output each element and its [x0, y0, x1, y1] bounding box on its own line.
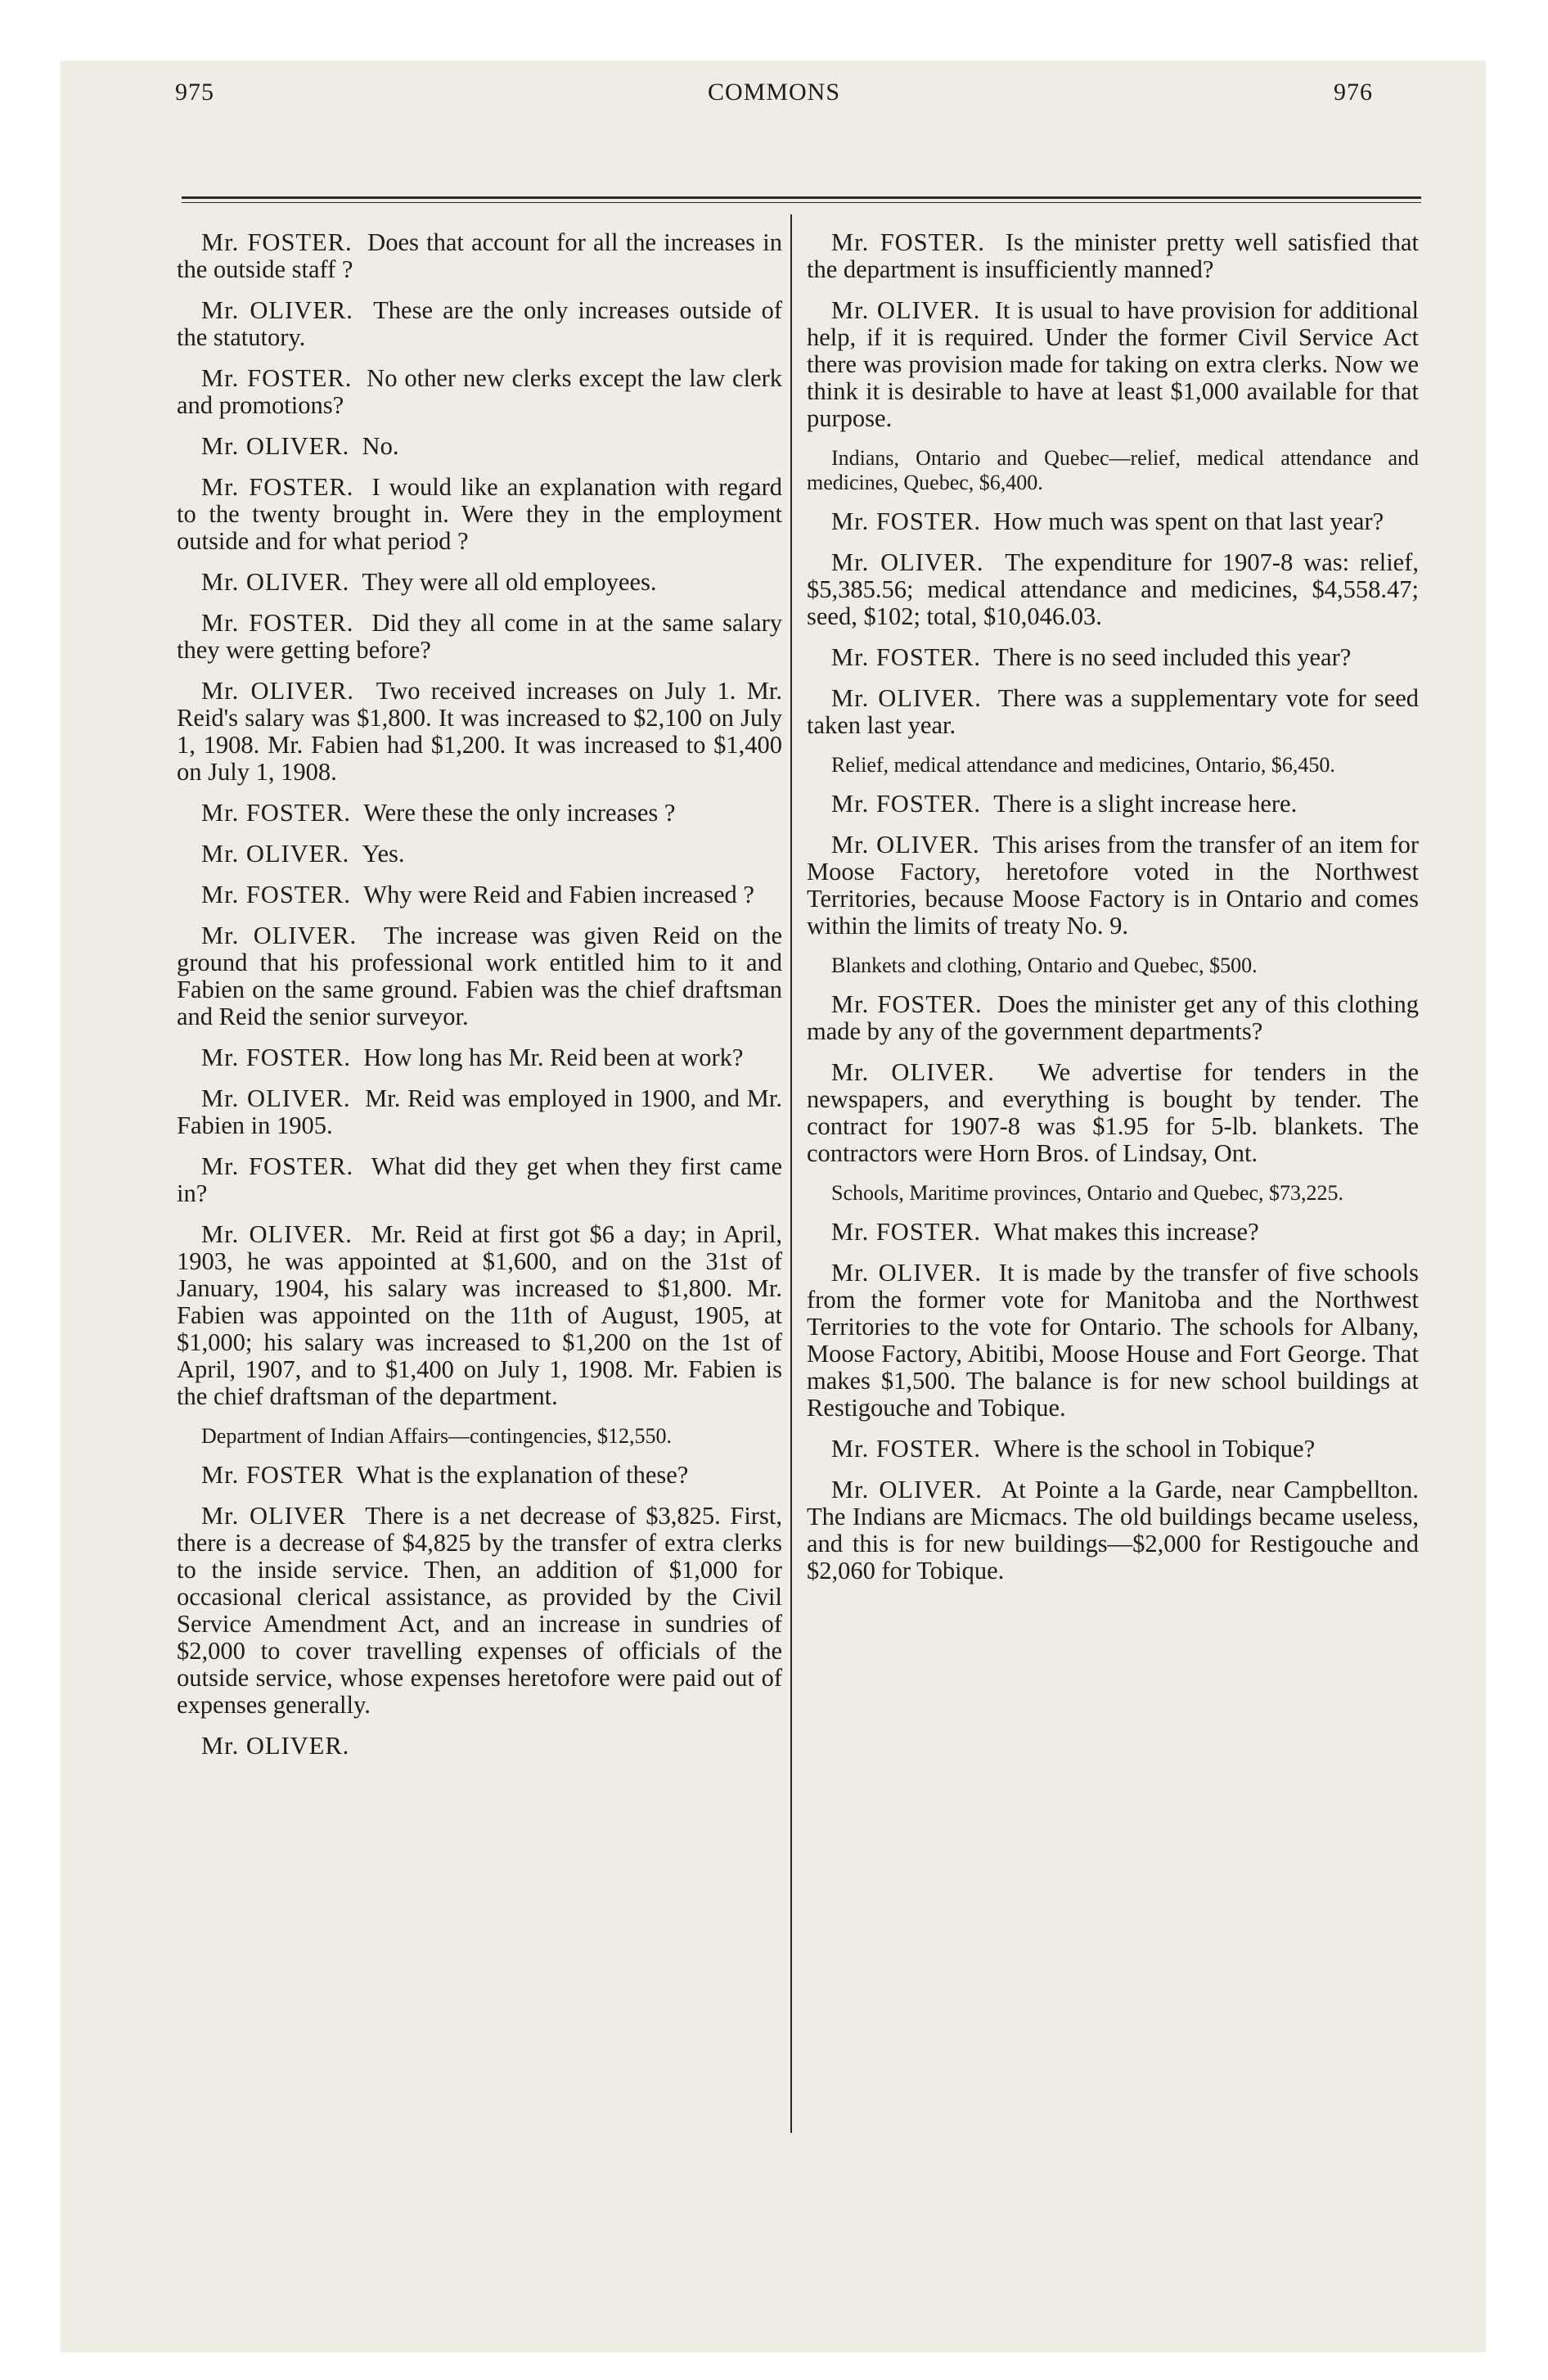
left-column: [177, 229, 782, 1774]
speech-paragraph: [177, 1085, 782, 1139]
speaker-name: Mr. OLIVER.: [201, 432, 350, 460]
speech-paragraph: [177, 800, 782, 827]
speech-paragraph: [807, 791, 1419, 818]
speech-paragraph: [177, 1733, 782, 1760]
speech-text: Were these the only increases ?: [363, 799, 676, 827]
speech-paragraph: [177, 1044, 782, 1071]
speech-paragraph: [177, 1503, 782, 1719]
speech-text: At Pointe a la Garde, near Campbellton. The Indians are Micmacs. The old buildings became useless, and this is for new buildings—$2,000 for Restigouche and $2,060 for Tobique.: [807, 1476, 1419, 1584]
speech-paragraph: [807, 1436, 1419, 1463]
speech-text: There was a supplementary vote for seed taken last year.: [807, 684, 1419, 739]
speech-paragraph: [177, 365, 782, 419]
speech-text: The increase was given Reid on the ground that his professional work entitled him to it and Fabien on the same ground. Fabien was the chief draftsman and Reid the senior surveyor.: [177, 922, 782, 1030]
speech-text: How much was spent on that last year?: [993, 507, 1384, 535]
speech-paragraph: [807, 644, 1419, 671]
speech-text: There is a net decrease of $3,825. First, there is a decrease of $4,825 by the transfer of extra clerks to the inside service. Then, an addition of $1,000 for occasional clerical assistance, as provided by the Civil Service Amendment Act, and an increase in sundries of $2,000 to cover travelling expenses of officials of the outside service, whose expenses heretofore were paid out of expenses generally.: [177, 1502, 782, 1719]
speaker-name: Mr. OLIVER.: [201, 677, 354, 705]
speech-text: Is the minister pretty well satisfied that the department is insufficiently manned?: [807, 228, 1420, 283]
speech-text: We advertise for tenders in the newspapers, and everything is bought by tender. The contract for 1907-8 was $1.95 for 5-lb. blankets. The contractors were Horn Bros. of Lindsay, Ont.: [807, 1058, 1419, 1167]
vote-item: Indians, Ontario and Quebec—relief, medical attendance and medicines, Quebec, $6,400.: [807, 446, 1419, 494]
speech-text: No other new clerks except the law clerk and promotions?: [177, 364, 783, 419]
speech-text: I would like an explanation with regard to the twenty brought in. Were they in the employment outside and for what period ?: [177, 473, 783, 555]
speech-paragraph: [807, 297, 1419, 432]
header-rule: [182, 196, 1421, 199]
speech-text: How long has Mr. Reid been at work?: [363, 1044, 744, 1071]
speaker-name: Mr. OLIVER: [201, 1502, 346, 1530]
speaker-name: Mr. FOSTER.: [831, 790, 982, 818]
speech-text: They were all old employees.: [362, 568, 657, 596]
speaker-name: Mr. FOSTER.: [831, 507, 982, 535]
speaker-name: Mr. FOSTER.: [201, 1044, 352, 1071]
speaker-name: Mr. FOSTER.: [831, 990, 983, 1018]
speech-paragraph: [177, 297, 782, 351]
speech-paragraph: [177, 1221, 782, 1410]
speaker-name: Mr. OLIVER.: [201, 1732, 350, 1760]
speech-text: Where is the school in Tobique?: [993, 1435, 1316, 1463]
speech-text: What did they get when they first came in?: [177, 1152, 783, 1207]
speaker-name: Mr. OLIVER.: [831, 831, 980, 859]
speech-text: Why were Reid and Fabien increased ?: [363, 881, 754, 908]
speech-text: What is the explanation of these?: [356, 1461, 689, 1489]
speaker-name: Mr. FOSTER.: [831, 1218, 982, 1246]
speaker-name: Mr. FOSTER.: [201, 228, 353, 256]
speech-text: The expenditure for 1907-8 was: relief, $5,385.56; medical attendance and medicines, $4,558.47; seed, $102; total, $10,046.03.: [807, 548, 1419, 630]
speech-text: There is no seed included this year?: [993, 643, 1352, 671]
speaker-name: Mr. FOSTER.: [201, 364, 353, 392]
speech-text: There is a slight increase here.: [993, 790, 1298, 818]
page-number-right: 976: [1334, 79, 1373, 106]
vote-item: Department of Indian Affairs—contingencies, $12,550.: [201, 1424, 672, 1448]
speech-paragraph: [807, 1476, 1419, 1584]
speech-text: Does that account for all the increases in the outside staff ?: [177, 228, 783, 283]
speech-paragraph: [177, 433, 782, 460]
speaker-name: Mr. OLIVER.: [831, 684, 982, 712]
speech-paragraph: [807, 1059, 1419, 1167]
speech-paragraph: [807, 1219, 1419, 1246]
speech-text: Does the minister get any of this clothing made by any of the government departments?: [807, 990, 1420, 1045]
speaker-name: Mr. FOSTER.: [201, 799, 352, 827]
speaker-name: Mr. OLIVER.: [201, 1220, 353, 1248]
vote-item: Blankets and clothing, Ontario and Quebec, $500.: [831, 953, 1258, 977]
speech-text: No.: [362, 432, 399, 460]
speech-paragraph: [177, 922, 782, 1030]
speech-text: Mr. Reid at first got $6 a day; in April, 1903, he was appointed at $1,600, and on the 31st of January, 1904, his salary was increased to $1,800. Mr. Fabien was appointed on the 11th of August, 1905, at $1,000; his salary was increased to $1,200 on the 1st of April, 1907, and to $1,400 on July 1, 1908. Mr. Fabien is the chief draftsman of the department.: [177, 1220, 782, 1410]
speaker-name: Mr. OLIVER.: [201, 1084, 351, 1112]
speech-paragraph: [807, 991, 1419, 1045]
speech-paragraph: [807, 549, 1419, 630]
page-header: [115, 79, 1433, 119]
speech-paragraph: [177, 1462, 782, 1489]
speaker-name: Mr. OLIVER.: [831, 1058, 995, 1086]
speech-text: It is made by the transfer of five schools from the former vote for Manitoba and the Northwest Territories to the vote for Ontario. The schools for Albany, Moose Factory, Abitibi, Moose House and Fort George. That makes $1,500. The balance is for new school buildings at Restigouche and Tobique.: [807, 1259, 1419, 1422]
speaker-name: Mr. FOSTER.: [831, 643, 982, 671]
speaker-name: Mr. OLIVER.: [201, 296, 353, 324]
speech-paragraph: [807, 229, 1419, 283]
speech-text: Did they all come in at the same salary they were getting before?: [177, 609, 782, 664]
speech-paragraph: [807, 685, 1419, 739]
speech-text: What makes this increase?: [993, 1218, 1259, 1246]
speaker-name: Mr. FOSTER.: [201, 609, 354, 637]
speaker-name: Mr. FOSTER.: [831, 1435, 982, 1463]
speech-paragraph: [177, 569, 782, 596]
speech-text: This arises from the transfer of an item for Moose Factory, heretofore voted in the Northwest Territories, because Moose Factory is in Ontario and comes within the limits of treaty No. 9.: [807, 831, 1420, 940]
speaker-name: Mr. OLIVER.: [201, 840, 350, 868]
speech-paragraph: [807, 508, 1419, 535]
speaker-name: Mr. FOSTER.: [201, 1152, 354, 1180]
speech-paragraph: [177, 610, 782, 664]
header-rule-thin: [182, 202, 1421, 203]
speaker-name: Mr. OLIVER.: [831, 296, 981, 324]
speech-text: These are the only increases outside of the statutory.: [177, 296, 782, 351]
speech-paragraph: [177, 1153, 782, 1207]
speaker-name: Mr. FOSTER.: [831, 228, 985, 256]
speaker-name: Mr. OLIVER.: [831, 548, 984, 576]
speech-paragraph: [177, 841, 782, 868]
column-divider: [790, 214, 792, 2133]
speech-paragraph: [807, 832, 1419, 940]
speaker-name: Mr. FOSTER: [201, 1461, 344, 1489]
speech-text: Two received increases on July 1. Mr. Reid's salary was $1,800. It was increased to $2,100 on July 1, 1908. Mr. Fabien had $1,200. It was increased to $1,400 on July 1, 1908.: [177, 677, 782, 786]
page-title: COMMONS: [707, 79, 841, 106]
speech-paragraph: [177, 678, 782, 786]
speech-text: It is usual to have provision for additional help, if it is required. Under the former Civil Service Act there was provision made for taking on extra clerks. Now we think it is desirable to have at least $1,000 available for that purpose.: [807, 296, 1419, 432]
right-column: [807, 229, 1419, 1598]
speech-paragraph: [177, 229, 782, 283]
speech-text: Yes.: [362, 840, 405, 868]
speaker-name: Mr. OLIVER.: [201, 922, 358, 949]
speech-paragraph: [177, 881, 782, 908]
vote-item: Schools, Maritime provinces, Ontario and Quebec, $73,225.: [831, 1181, 1344, 1205]
speaker-name: Mr. OLIVER.: [201, 568, 350, 596]
speech-paragraph: [807, 1260, 1419, 1422]
speaker-name: Mr. FOSTER.: [201, 881, 352, 908]
page-number-left: 975: [175, 79, 214, 106]
vote-item: Relief, medical attendance and medicines, Ontario, $6,450.: [831, 753, 1335, 777]
speaker-name: Mr. OLIVER.: [831, 1476, 983, 1503]
speaker-name: Mr. OLIVER.: [831, 1259, 983, 1287]
speaker-name: Mr. FOSTER.: [201, 473, 354, 501]
speech-paragraph: [177, 474, 782, 555]
speech-text: Mr. Reid was employed in 1900, and Mr. Fabien in 1905.: [177, 1084, 782, 1139]
